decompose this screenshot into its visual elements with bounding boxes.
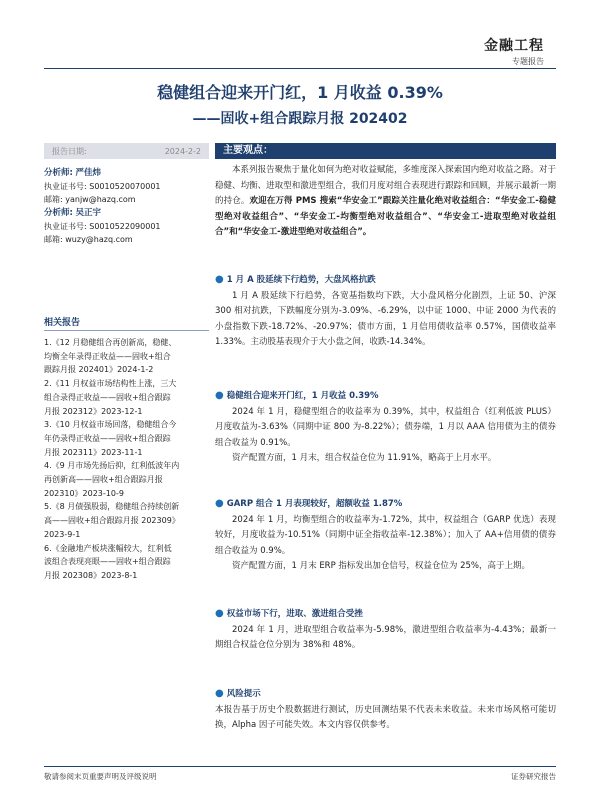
related-report-line: 年仍录得正收益——固收+组合跟踪 bbox=[44, 433, 171, 443]
footer-divider bbox=[44, 766, 556, 767]
related-report-line: 月报 202308》2023-8-1 bbox=[44, 570, 138, 580]
section-title bbox=[215, 686, 556, 703]
bullet-icon: ● bbox=[215, 688, 224, 699]
related-report-line: 再创新高——固收+组合跟踪月报 bbox=[44, 475, 163, 485]
analyst-block-1 bbox=[44, 166, 209, 246]
header-divider bbox=[44, 68, 556, 69]
analyst-name: 吴正宇 bbox=[75, 208, 101, 218]
analyst-email[interactable]: wuzy@hazq.com bbox=[65, 235, 133, 244]
related-reports-heading: 相关报告 bbox=[44, 315, 209, 331]
related-reports-list bbox=[44, 336, 214, 583]
section-title-text: 稳健组合迎来开门红，1 月收益 0.39% bbox=[226, 391, 379, 401]
related-report-line: 5.《8 月债强股弱，稳健组合持续创新 bbox=[44, 502, 180, 512]
bullet-icon: ● bbox=[215, 390, 224, 401]
header-title: 金融工程 bbox=[484, 38, 544, 54]
section-2 bbox=[215, 388, 556, 467]
cert-number: S0010520070001 bbox=[89, 182, 161, 191]
section-title bbox=[215, 272, 556, 289]
section-paragraph: 1 月 A 股延续下行趋势，各宽基指数均下跌，大小盘风格分化剧烈，上证 50、沪深 300 相对抗跌，下跌幅度分别为-3.09%、-6.29%，以中证 1000、中证 2000 为代表的小盘指数下跌-18.72%、-20.97%；债市方面，1 月信用债收益率 0.57%，国债收益率 1.33%。主动股基表现介于大小盘之间，收跌-14.34%。 bbox=[215, 290, 556, 348]
section-paragraph: 资产配置方面，1 月末，组合权益仓位为 11.91%，略高于上月水平。 bbox=[232, 453, 497, 464]
related-report-item[interactable] bbox=[44, 418, 214, 459]
section-paragraph: 2024 年 1 月，稳健型组合的收益率为 0.39%，其中，权益组合（红利低波 PLUS）月度收益为-3.63%（同期中证 800 为-8.22%）；债券端，1 月以 AAA 信用债为主的债券组合收益为 0.91%。 bbox=[215, 406, 556, 448]
analyst-email[interactable]: yanjw@hazq.com bbox=[65, 195, 136, 204]
section-title bbox=[215, 388, 556, 405]
main-view-intro bbox=[215, 163, 556, 241]
analyst-role: 分析师: bbox=[44, 208, 73, 218]
related-report-line: 2.《11 月权益市场结构性上涨，三大 bbox=[44, 379, 177, 389]
related-report-line: 高——固收+组合跟踪月报 202309》 bbox=[44, 516, 180, 526]
intro-text: 本系列报告聚焦于量化如何为绝对收益赋能，多维度深入探索国内绝对收益之路。对于稳健、均衡、进取型和激进型组合，我们月度对组合表现进行跟踪和回顾，并展示最新一期的持仓。 bbox=[215, 165, 556, 207]
section-title-text: GARP 组合 1 月表现较好，超额收益 1.87% bbox=[226, 499, 403, 509]
section-title bbox=[215, 606, 556, 623]
section-1 bbox=[215, 272, 556, 351]
related-report-item[interactable] bbox=[44, 500, 214, 541]
section-title-text: 1 月 A 股延续下行趋势，大盘风格抗跌 bbox=[226, 275, 376, 285]
bullet-icon: ● bbox=[215, 608, 224, 619]
intro-bold-text: 欢迎在万得 PMS 搜索“华安金工”跟踪关注量化绝对收益组合：“华安金工-稳健型绝对收益组合”、“华安金工-均衡型绝对收益组合”、“华安金工-进取型绝对收益组合”和“华安金工-激进型绝对收益组合”。 bbox=[215, 196, 556, 238]
section-paragraph: 本报告基于历史个股数据进行测试，历史回测结果不代表未来收益。未来市场风格可能切换，Alpha 因子可能失效。本文内容仅供参考。 bbox=[215, 704, 556, 731]
related-report-line: 4.《9 月市场先扬后抑，红利低波年内 bbox=[44, 461, 180, 471]
section-title bbox=[215, 496, 556, 513]
bullet-icon: ● bbox=[215, 274, 224, 285]
main-view-heading: 主要观点： bbox=[215, 143, 556, 159]
cert-label: 执业证书号: bbox=[44, 222, 87, 231]
related-report-line: 1.《12 月稳健组合再创新高，稳健、 bbox=[44, 338, 177, 347]
related-report-line: 组合录得正收益——固收+组合跟踪 bbox=[44, 392, 171, 402]
analyst-role: 分析师: bbox=[44, 168, 73, 178]
report-title: 稳健组合迎来开门红，1 月收益 0.39% bbox=[157, 83, 443, 102]
email-label: 邮箱: bbox=[44, 195, 63, 204]
cert-number: S0010522090001 bbox=[89, 222, 161, 231]
related-report-line: 月报 202312》2023-12-1 bbox=[44, 406, 143, 416]
email-label: 邮箱: bbox=[44, 235, 63, 244]
report-subtitle: ——固收+组合跟踪月报 202402 bbox=[192, 111, 408, 127]
section-title-text: 权益市场下行，进取、激进组合受挫 bbox=[226, 609, 363, 619]
bullet-icon: ● bbox=[215, 498, 224, 509]
related-report-line: 3.《10 月权益市场回落，稳健组合今 bbox=[44, 420, 177, 430]
section-paragraph: 2024 年 1 月，均衡型组合的收益率为-1.72%，其中，权益组合（GARP 优选）表现较好，月度收益为-10.51%（同期中证全指收益率-12.38%）；加入了 AA+信用债的债券组合收益为 0.9%。 bbox=[215, 514, 556, 556]
section-4 bbox=[215, 606, 556, 654]
footer-label: 证券研究报告 bbox=[511, 772, 556, 781]
related-report-line: 均衡全年录得正收益——固收+组合 bbox=[44, 351, 171, 361]
related-report-item[interactable] bbox=[44, 459, 214, 500]
section-paragraph: 2024 年 1 月，进取型组合收益率为-5.98%，激进型组合收益率为-4.43%；最新一期组合权益仓位分别为 38%和 48%。 bbox=[215, 624, 556, 651]
section-3 bbox=[215, 496, 556, 575]
related-report-item[interactable] bbox=[44, 336, 214, 377]
related-report-line: 2023-9-1 bbox=[44, 529, 81, 539]
report-date-label: 报告日期: bbox=[52, 146, 87, 156]
related-report-item[interactable] bbox=[44, 542, 214, 583]
report-date-value: 2024-2-2 bbox=[164, 146, 201, 156]
header-subtitle: 专题报告 bbox=[512, 57, 544, 66]
related-report-line: 6.《金融地产板块涨幅较大，红利低 bbox=[44, 543, 172, 553]
report-date-bar bbox=[44, 143, 209, 159]
related-report-item[interactable] bbox=[44, 377, 214, 418]
related-report-line: 月报 202311》2023-11-1 bbox=[44, 447, 143, 457]
section-5 bbox=[215, 686, 556, 734]
footer-disclaimer: 敬请参阅末页重要声明及评级说明 bbox=[44, 772, 157, 781]
related-report-line: 跟踪月报 202401》2024-1-2 bbox=[44, 365, 154, 375]
related-report-line: 波组合表现亮眼——固收+组合跟踪 bbox=[44, 557, 171, 567]
analyst-name: 严佳炜 bbox=[75, 168, 101, 178]
section-title-text: 风险提示 bbox=[226, 689, 261, 699]
section-paragraph: 资产配置方面，1 月末 ERP 指标发出加仓信号，权益仓位为 25%，高于上期。 bbox=[232, 561, 531, 572]
related-report-line: 202310》2023-10-9 bbox=[44, 488, 124, 498]
cert-label: 执业证书号: bbox=[44, 182, 87, 191]
